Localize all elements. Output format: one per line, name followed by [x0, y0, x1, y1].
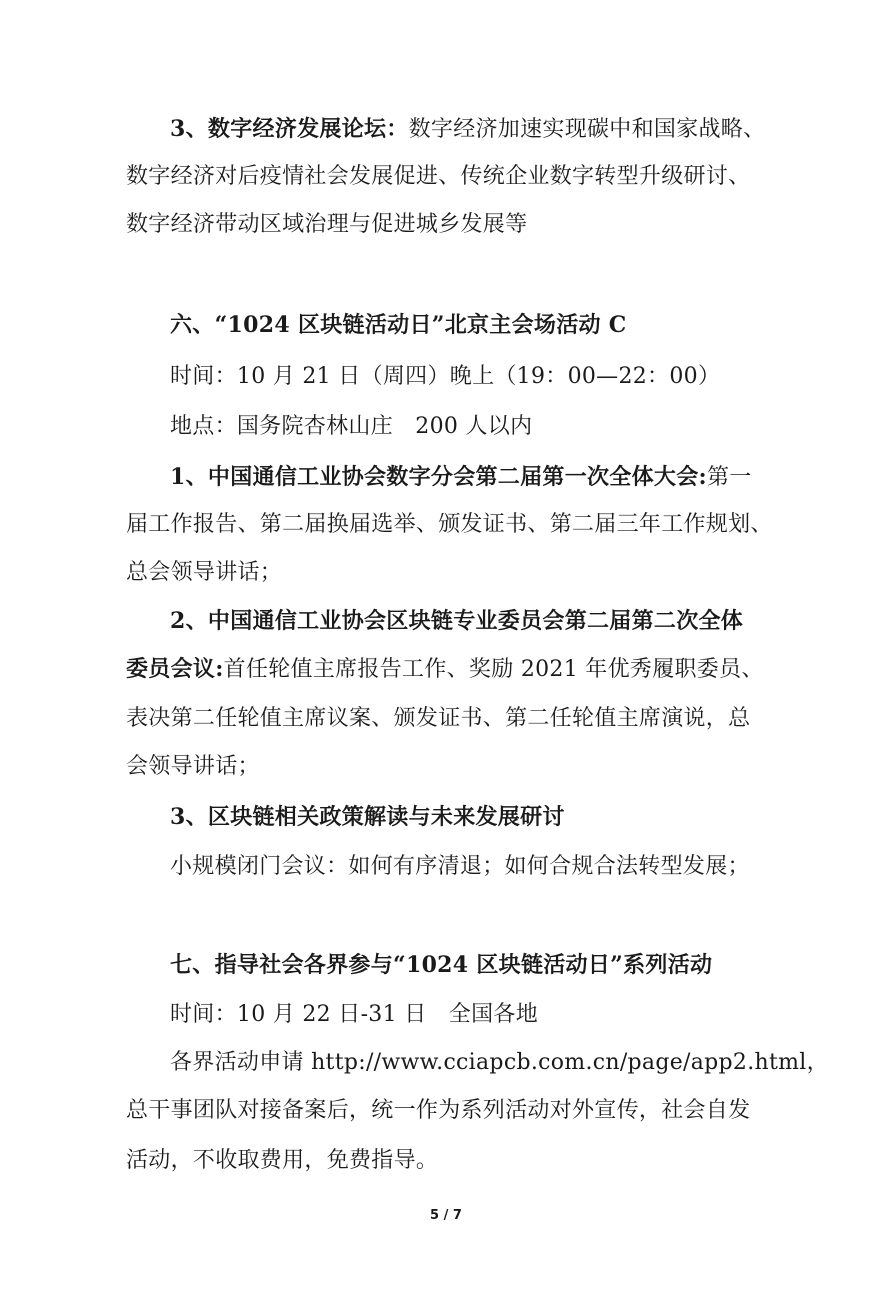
six-item1-line2: 届工作报告、第二届换届选举、颁发证书、第二届三年工作规划、	[126, 512, 773, 537]
page-number: 5 / 7	[430, 1208, 462, 1223]
six-item3-heading: 3、区块链相关政策解读与未来发展研讨	[170, 804, 565, 830]
six-item3-line2: 小规模闭门会议：如何有序清退；如何合规合法转型发展；	[170, 854, 750, 879]
section-seven-line2: 总干事团队对接备案后，统一作为系列活动对外宣传，社会自发	[126, 1098, 751, 1123]
six-item2-line2	[126, 654, 764, 685]
six-item1-heading: 1、中国通信工业协会数字分会第二届第一次全体大会:	[170, 464, 707, 490]
section-seven-line3: 活动，不收取费用，免费指导。	[126, 1148, 439, 1173]
paragraph-econ-forum-line3: 数字经济带动区域治理与促进城乡发展等	[126, 212, 528, 237]
section-seven-title: 七、指导社会各界参与“1024 区块链活动日”系列活动	[170, 952, 713, 978]
section-six-title: 六、“1024 区块链活动日”北京主会场活动 C	[170, 312, 627, 338]
six-item1-line3: 总会领导讲话；	[126, 560, 283, 585]
six-item2-text: 首任轮值主席报告工作、奖励 2021 年优秀履职委员、	[223, 657, 764, 682]
six-item2-line4: 会领导讲话；	[126, 754, 260, 779]
six-item1-line1	[170, 462, 752, 493]
six-item2-line1: 2、中国通信工业协会区块链专业委员会第二届第二次全体	[170, 608, 744, 634]
six-item2-heading: 委员会议:	[126, 656, 224, 682]
econ-forum-text: 数字经济加速实现碳中和国家战略、	[408, 117, 766, 142]
section-six-time: 时间：10 月 21 日（周四）晚上（19：00—22：00）	[170, 364, 721, 389]
section-seven-line1: 各界活动申请 http://www.cciapcb.com.cn/page/app2.html，	[170, 1050, 829, 1075]
paragraph-econ-forum-line1	[170, 114, 765, 145]
six-item1-text: 第一	[706, 465, 752, 490]
paragraph-econ-forum-line2: 数字经济对后疫情社会发展促进、传统企业数字转型升级研讨、	[126, 164, 751, 189]
section-six-place: 地点：国务院杏林山庄 200 人以内	[170, 414, 533, 439]
six-item2-line3: 表决第二任轮值主席议案、颁发证书、第二任轮值主席演说，总	[126, 706, 751, 731]
econ-forum-heading: 3、数字经济发展论坛：	[170, 116, 409, 142]
section-seven-time: 时间：10 月 22 日-31 日 全国各地	[170, 1002, 538, 1027]
